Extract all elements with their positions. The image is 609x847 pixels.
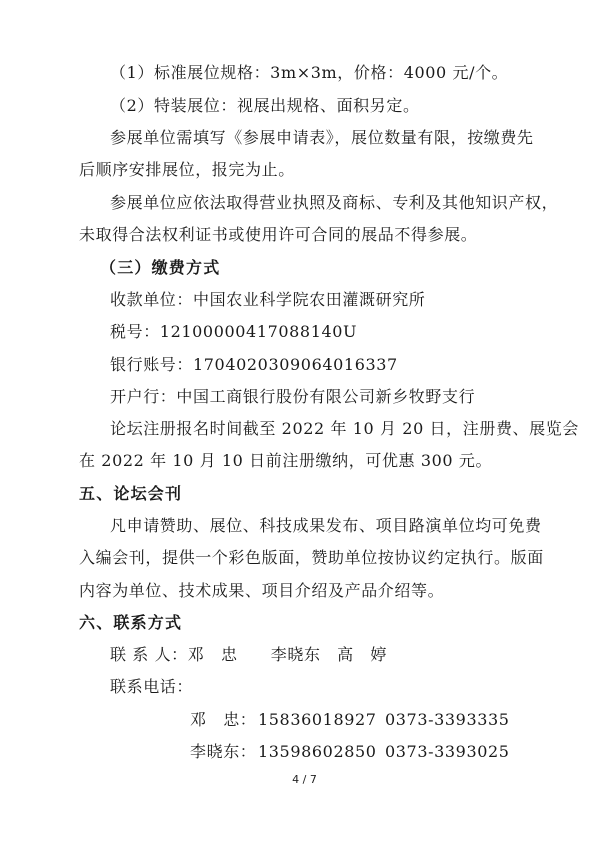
booth-apply-line1: 参展单位需填写《参展申请表》，展位数量有限，按缴费先 — [110, 128, 534, 147]
booth-apply-line2: 后顺序安排展位，报完为止。 — [79, 160, 295, 179]
contact-entry-tel: 0373-3393025 — [385, 742, 510, 761]
contact-entry-name: 邓 忠： — [190, 710, 257, 729]
payment-deadline-line2: 在 2022 年 10 月 10 日前注册缴纳，可优惠 300 元。 — [79, 451, 493, 470]
contact-entry-mobile: 15836018927 — [258, 710, 377, 729]
contact-entry-tel: 0373-3393335 — [385, 710, 510, 729]
payment-account: 银行账号：1704020309064016337 — [110, 355, 398, 374]
payment-bank: 开户行：中国工商银行股份有限公司新乡牧野支行 — [110, 387, 476, 406]
contact-persons-row — [110, 645, 387, 665]
page-number: 4 / 7 — [292, 773, 317, 786]
booth-ip-line2: 未取得合法权利证书或使用许可合同的展品不得参展。 — [79, 225, 478, 244]
contact-phone-label: 联系电话： — [110, 677, 194, 696]
payment-tax-id: 税号：12100000417088140U — [110, 322, 358, 341]
journal-heading: 五、论坛会刊 — [79, 484, 183, 503]
journal-line2: 入编会刊，提供一个彩色版面，赞助单位按协议约定执行。版面 — [79, 548, 544, 567]
payment-deadline-line1: 论坛注册报名时间截至 2022 年 10 月 20 日，注册费、展览会 — [110, 419, 579, 438]
booth-special: （2）特装展位：视展出规格、面积另定。 — [110, 96, 420, 115]
contact-heading: 六、联系方式 — [79, 613, 183, 632]
journal-line1: 凡申请赞助、展位、科技成果发布、项目路演单位均可免费 — [110, 516, 542, 535]
booth-standard: （1）标准展位规格：3m×3m，价格：4000 元/个。 — [110, 63, 509, 82]
payment-payee: 收款单位：中国农业科学院农田灌溉研究所 — [110, 290, 426, 309]
payment-heading: （三）缴费方式 — [100, 258, 221, 277]
journal-line3: 内容为单位、技术成果、项目介绍及产品介绍等。 — [79, 581, 445, 600]
contact-persons-label: 联 系 人： — [110, 645, 188, 664]
booth-ip-line1: 参展单位应依法取得营业执照及商标、专利及其他知识产权， — [110, 193, 559, 212]
contact-entry-mobile: 13598602850 — [258, 742, 377, 761]
contact-persons: 邓 忠 李晓东 高 婷 — [187, 645, 387, 664]
contact-entry-name: 李晓东： — [190, 742, 257, 761]
